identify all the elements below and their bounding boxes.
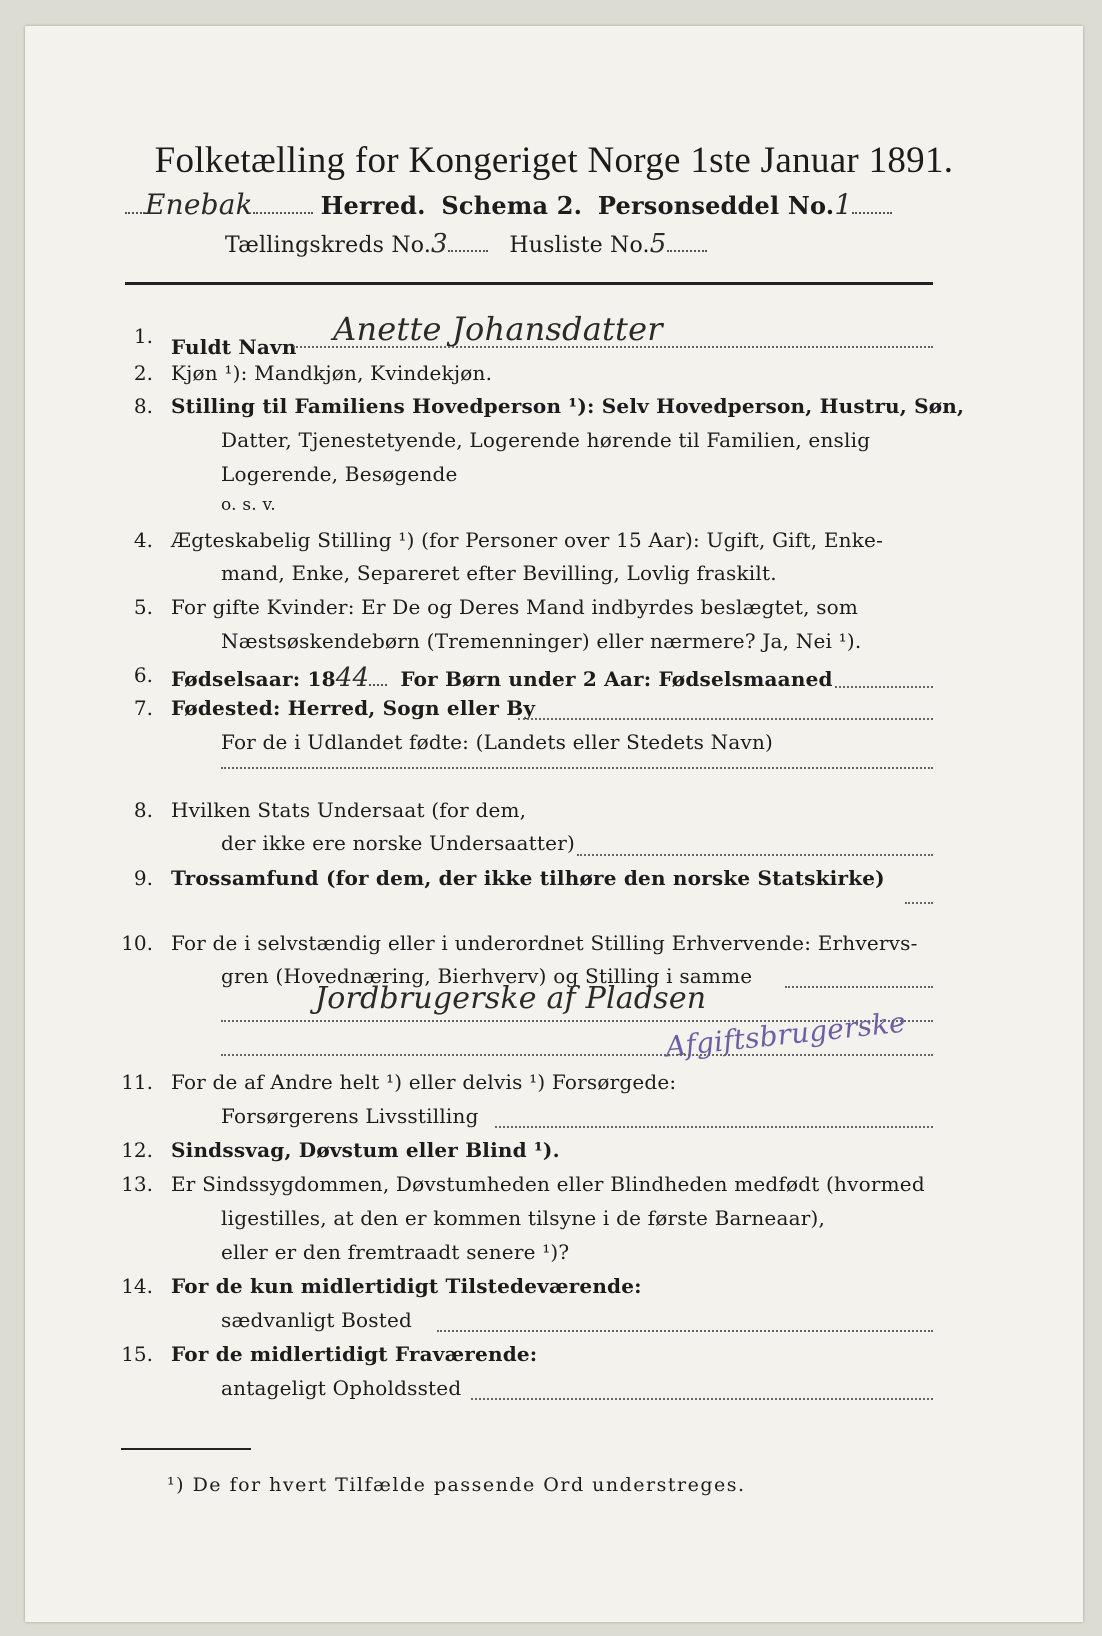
q4-line1: Ægteskabelig Stilling ¹) (for Personer over 15 Aar): Ugift, Gift, Enke- xyxy=(171,528,884,552)
q15-number: 15. xyxy=(121,1342,153,1366)
q2-text: Kjøn ¹): Mandkjøn, Kvindekjøn. xyxy=(171,361,493,385)
q11-line2: Forsørgerens Livsstilling xyxy=(221,1104,479,1128)
q10-number: 10. xyxy=(121,931,153,955)
q1-name-value: Anette Johansdatter xyxy=(333,310,663,348)
q3-line4: o. s. v. xyxy=(221,495,276,515)
q14-line2: sædvanligt Bosted xyxy=(221,1308,413,1332)
q5-line1: For gifte Kvinder: Er De og Deres Mand indbyrdes beslægtet, som xyxy=(171,595,859,619)
form-title: Folketælling for Kongeriget Norge 1ste Januar 1891. xyxy=(154,140,954,181)
q10-line1: For de i selvstændig eller i underordnet Stilling Erhvervende: Erhvervs- xyxy=(171,931,918,955)
q14-dotline xyxy=(437,1330,933,1332)
q1-dotline xyxy=(293,346,933,348)
q2-number: 2. xyxy=(133,361,153,385)
footnote-rule xyxy=(121,1448,251,1450)
husliste-label: Husliste No. xyxy=(509,233,650,258)
q11-number: 11. xyxy=(121,1070,153,1094)
q15-line2: antageligt Opholdssted xyxy=(221,1376,462,1400)
q12-line1: Sindssvag, Døvstum eller Blind ¹). xyxy=(171,1138,560,1162)
q7-dotline1 xyxy=(518,718,933,720)
q13-line3: eller er den fremtraadt senere ¹)? xyxy=(221,1240,570,1264)
q7-line1: Fødested: Herred, Sogn eller By xyxy=(171,696,536,720)
q8-number: 8. xyxy=(133,798,153,822)
q13-line1: Er Sindssygdommen, Døvstumheden eller Blindheden medfødt (hvormed xyxy=(171,1172,925,1196)
q3-line1: Stilling til Familiens Hovedperson ¹): Selv Hovedperson, Hustru, Søn, xyxy=(171,394,965,418)
q8-line1: Hvilken Stats Undersaat (for dem, xyxy=(171,798,527,822)
husliste-value: 5 xyxy=(649,229,667,259)
q4-number: 4. xyxy=(133,528,153,552)
q6-rest: For Børn under 2 Aar: Fødselsmaaned xyxy=(400,667,833,691)
herred-value: Enebak xyxy=(145,188,253,221)
q14-number: 14. xyxy=(121,1274,153,1298)
q15-line1: For de midlertidigt Fraværende: xyxy=(171,1342,538,1366)
kreds-line xyxy=(225,229,707,259)
q3-line3: Logerende, Besøgende xyxy=(221,462,458,486)
q12-number: 12. xyxy=(121,1138,153,1162)
q13-number: 13. xyxy=(121,1172,153,1196)
q13-line2: ligestilles, at den er kommen tilsyne i de første Barneaar), xyxy=(221,1206,826,1230)
q9-line1: Trossamfund (for dem, der ikke tilhøre den norske Statskirke) xyxy=(171,866,885,890)
q6-label: Fødselsaar: 18 xyxy=(171,667,336,691)
personseddel-label: Personseddel No. xyxy=(597,191,835,220)
q8-line2: der ikke ere norske Undersaatter) xyxy=(221,831,575,855)
q8-dotline xyxy=(577,854,933,856)
census-form xyxy=(25,26,1083,1622)
q7-line2: For de i Udlandet fødte: (Landets eller Stedets Navn) xyxy=(221,730,774,754)
q1-line xyxy=(171,310,663,362)
footnote: ¹) De for hvert Tilfælde passende Ord understreges. xyxy=(167,1474,746,1496)
q4-line2: mand, Enke, Separeret efter Bevilling, Lovlig fraskilt. xyxy=(221,561,777,585)
q10-line2: gren (Hovednæring, Bierhverv) og Stilling i samme xyxy=(221,964,753,988)
q6-year-value: 44 xyxy=(335,663,370,693)
personseddel-value: 1 xyxy=(834,188,853,221)
herred-label: Herred. xyxy=(320,191,426,220)
q10-occupation-value: Jordbrugerske af Pladsen xyxy=(315,981,707,1016)
q6-line xyxy=(171,663,833,693)
q6-number: 6. xyxy=(133,663,153,687)
kreds-value: 3 xyxy=(431,229,448,259)
kreds-label: Tællingskreds No. xyxy=(225,233,432,258)
q10-occupation-value-2: Afgiftsbrugerske xyxy=(663,1005,908,1064)
header-rule xyxy=(125,282,933,285)
q11-line1: For de af Andre helt ¹) eller delvis ¹) Forsørgede: xyxy=(171,1070,677,1094)
q15-dotline xyxy=(471,1398,933,1400)
q6-dotline xyxy=(835,686,933,688)
q9-dotline xyxy=(905,902,933,904)
header-line xyxy=(125,188,892,221)
q14-line1: For de kun midlertidigt Tilstedeværende: xyxy=(171,1274,642,1298)
q1-label: Fuldt Navn xyxy=(171,335,297,359)
q10-dotline3 xyxy=(221,1054,933,1056)
q3-number: 8. xyxy=(133,394,153,418)
q5-number: 5. xyxy=(133,595,153,619)
q5-line2: Næstsøskendebørn (Tremenninger) eller nærmere? Ja, Nei ¹). xyxy=(221,629,862,653)
q10-dotline1 xyxy=(785,986,933,988)
q11-dotline xyxy=(495,1126,933,1128)
q3-line2: Datter, Tjenestetyende, Logerende hørende til Familien, enslig xyxy=(221,428,871,452)
q7-number: 7. xyxy=(133,696,153,720)
q7-dotline2 xyxy=(221,767,933,769)
q9-number: 9. xyxy=(133,866,153,890)
schema-label: Schema 2. xyxy=(441,191,583,220)
q1-number: 1. xyxy=(133,324,153,348)
